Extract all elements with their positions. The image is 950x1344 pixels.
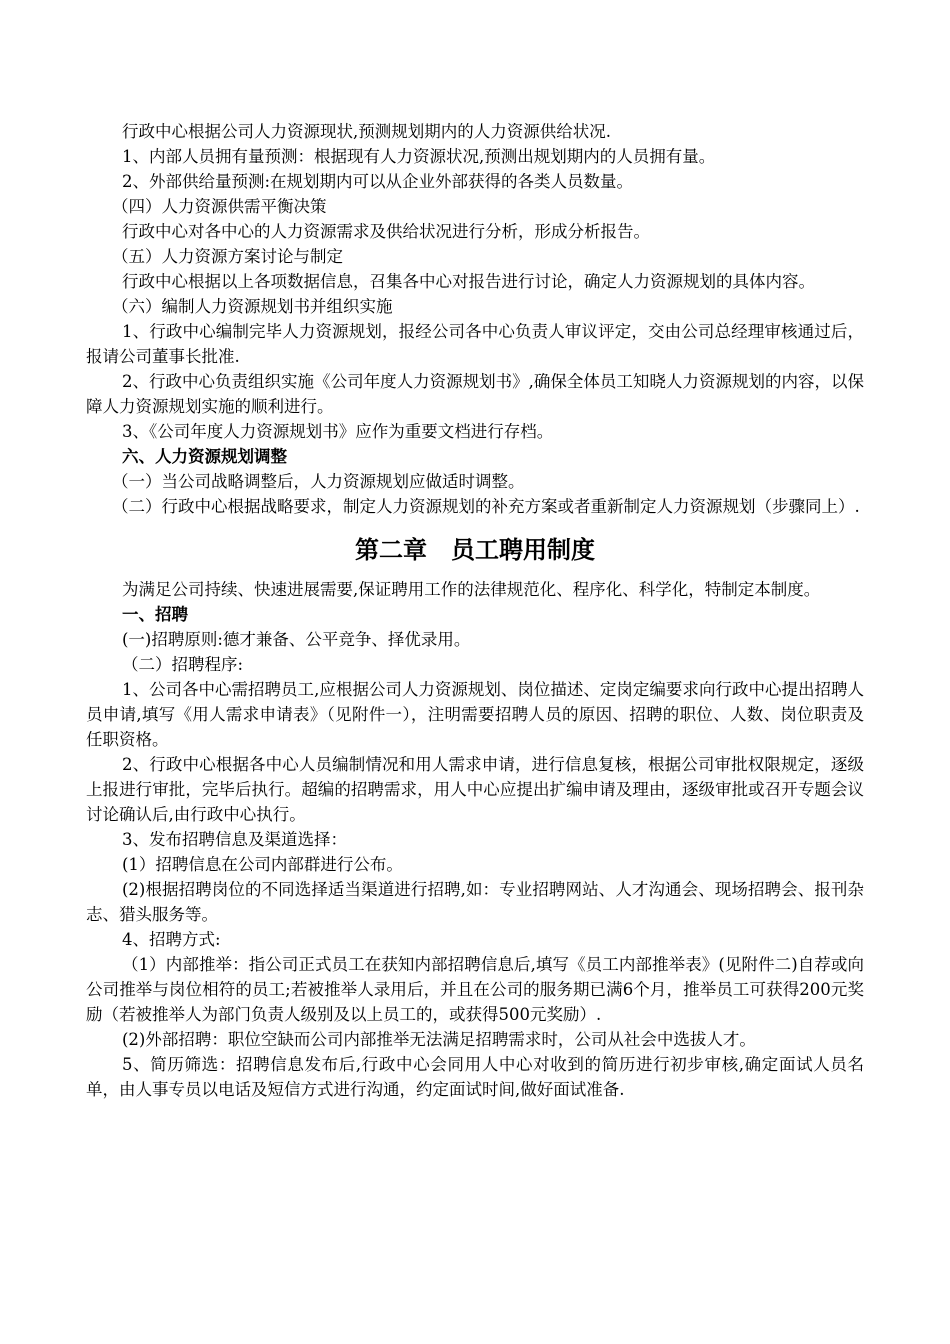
paragraph: （二）行政中心根据战略要求，制定人力资源规划的补充方案或者重新制定人力资源规划（步骤同上）. <box>112 497 860 516</box>
paragraph: 3、《公司年度人力资源规划书》应作为重要文档进行存档。 <box>122 422 554 441</box>
paragraph: 行政中心对各中心的人力资源需求及供给状况进行分析，形成分析报告。 <box>122 222 650 241</box>
section-heading: （六）编制人力资源规划书并组织实施 <box>112 297 393 316</box>
paragraph: 为满足公司持续、快速进展需要,保证聘用工作的法律规范化、程序化、科学化，特制定本制度。 <box>122 580 821 599</box>
section-heading: （五）人力资源方案讨论与制定 <box>112 247 343 266</box>
paragraph: 行政中心根据以上各项数据信息，召集各中心对报告进行讨论，确定人力资源规划的具体内容。 <box>122 272 815 291</box>
paragraph: (2)外部招聘：职位空缺而公司内部推举无法满足招聘需求时，公司从社会中选拔人才。 <box>122 1030 756 1049</box>
paragraph: 1、公司各中心需招聘员工,应根据公司人力资源规划、岗位描述、定岗定编要求向行政中心提出招聘人员申请,填写《用人需求申请表》（见附件一），注明需要招聘人员的原因、招聘的职位、人数、岗位职责及任职资格。 <box>86 680 864 749</box>
section-heading: （四）人力资源供需平衡决策 <box>112 197 327 216</box>
paragraph: 行政中心根据公司人力资源现状,预测规划期内的人力资源供给状况. <box>122 122 611 141</box>
chapter-title: 第二章 员工聘用制度 <box>355 536 595 564</box>
paragraph: (1）招聘信息在公司内部群进行公布。 <box>122 855 403 874</box>
paragraph: 2、行政中心根据各中心人员编制情况和用人需求申请，进行信息复核，根据公司审批权限规定，逐级上报进行审批，完毕后执行。超编的招聘需求，用人中心应提出扩编申请及理由，逐级审批或召开专题会议讨论确认后,由行政中心执行。 <box>86 755 864 824</box>
paragraph: 3、发布招聘信息及渠道选择： <box>122 830 347 849</box>
section-heading-bold: 六、人力资源规划调整 <box>122 447 287 466</box>
paragraph: 5、简历筛选：招聘信息发布后,行政中心会同用人中心对收到的简历进行初步审核,确定面试人员名单，由人事专员以电话及短信方式进行沟通，约定面试时间,做好面试准备. <box>86 1055 864 1099</box>
paragraph: (2)根据招聘岗位的不同选择适当渠道进行招聘,如：专业招聘网站、人才沟通会、现场招聘会、报刊杂志、猎头服务等。 <box>86 880 864 924</box>
paragraph: （二）招聘程序: <box>122 655 244 674</box>
paragraph: 2、外部供给量预测:在规划期内可以从企业外部获得的各类人员数量。 <box>122 172 634 191</box>
paragraph: 2、行政中心负责组织实施《公司年度人力资源规划书》,确保全体员工知晓人力资源规划的内容，以保障人力资源规划实施的顺利进行。 <box>86 372 864 416</box>
paragraph: 1、内部人员拥有量预测：根据现有人力资源状况,预测出规划期内的人员拥有量。 <box>122 147 716 166</box>
paragraph: 1、行政中心编制完毕人力资源规划，报经公司各中心负责人审议评定，交由公司总经理审核通过后，报请公司董事长批准. <box>86 322 864 366</box>
paragraph: （一）当公司战略调整后，人力资源规划应做适时调整。 <box>112 472 525 491</box>
paragraph: (一)招聘原则:德才兼备、公平竞争、择优录用。 <box>122 630 471 649</box>
paragraph: 4、招聘方式: <box>122 930 221 949</box>
section-heading-bold: 一、招聘 <box>122 605 188 624</box>
paragraph: （1）内部推举：指公司正式员工在获知内部招聘信息后,填写《员工内部推举表》(见附件二)自荐或向公司推举与岗位相符的员工;若被推举人录用后，并且在公司的服务期已满6个月，推举员工可获得200元奖励（若被推举人为部门负责人级别及以上员工的，或获得500元奖励）. <box>86 955 864 1024</box>
